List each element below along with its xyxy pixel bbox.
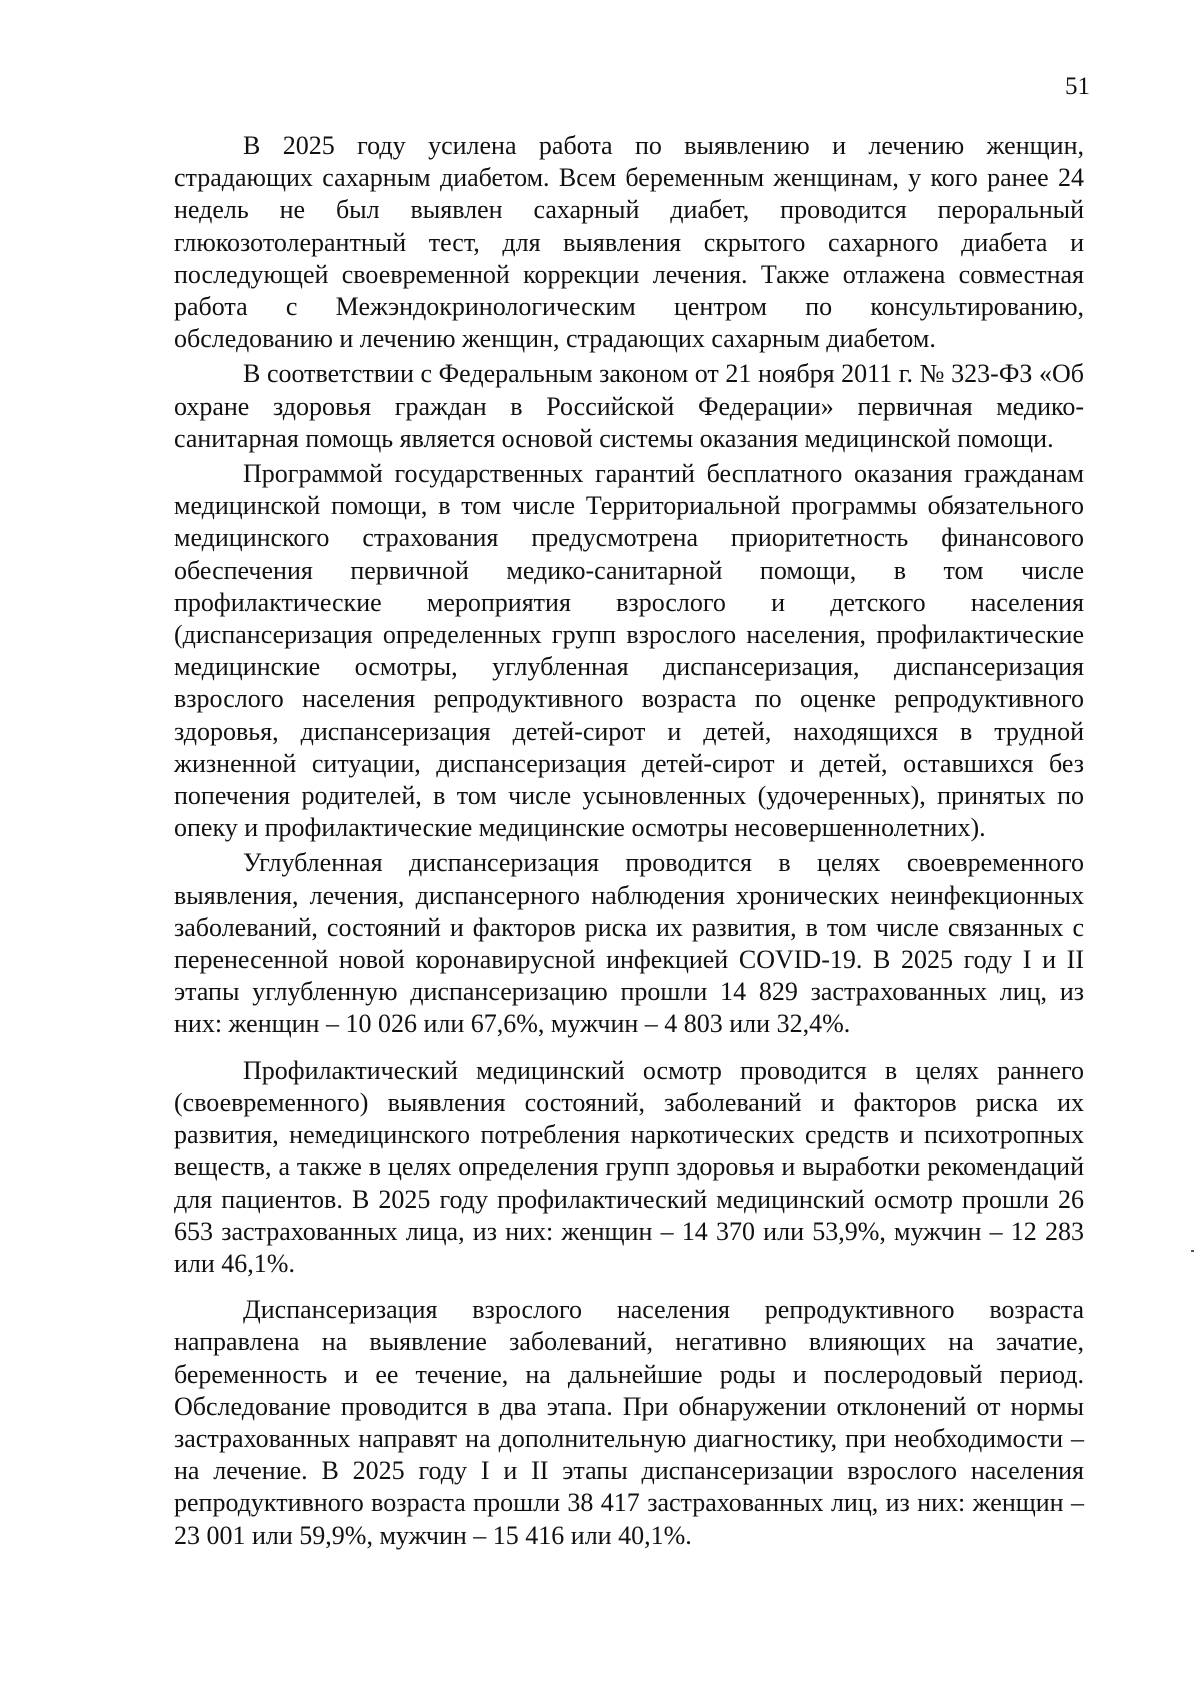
page-number: 51: [1065, 73, 1090, 100]
body-text: [174, 130, 1084, 1552]
paragraph-in-depth-screening: Углубленная диспансеризация проводится в целях своевременного выявления, лечения, диспансерного наблюдения хронических неинфекционных заболеваний, состояний и факторов риска их развития, в том числе связанных с перенесенной новой коронавирусной инфекцией COVID-19. В 2025 году I и II этапы углубленную диспансеризацию прошли 14 829 застрахованных лиц, из них: женщин – 10 026 или 67,6%, мужчин – 4 803 или 32,4%.: [174, 848, 1084, 1039]
scan-edge-mark: [1191, 1250, 1194, 1252]
paragraph-diabetes-screening: В 2025 году усилена работа по выявлению и лечению женщин, страдающих сахарным диабетом. Всем беременным женщинам, у кого ранее 24 недель не был выявлен сахарный диабет, проводится пероральный глюкозотолерантный тест, для выявления скрытого сахарного диабета и последующей своевременной коррекции лечения. Также отлажена совместная работа с Межэндокринологическим центром по консультированию, обследованию и лечению женщин, страдающих сахарным диабетом.: [174, 131, 1084, 354]
paragraph-reproductive-screening: Диспансеризация взрослого населения репродуктивного возраста направлена на выявление заболеваний, негативно влияющих на зачатие, беременность и ее течение, на дальнейшие роды и послеродовый период. Обследование проводится в два этапа. При обнаружении отклонений от нормы застрахованных направят на дополнительную диагностику, при необходимости – на лечение. В 2025 году I и II этапы диспансеризации взрослого населения репродуктивного возраста прошли 38 417 застрахованных лиц, из них: женщин – 23 001 или 59,9%, мужчин – 15 416 или 40,1%.: [174, 1295, 1084, 1550]
paragraph-state-guarantees: Программой государственных гарантий бесплатного оказания гражданам медицинской помощи, в том числе Территориальной программы обязательного медицинского страхования предусмотрена приоритетность финансового обеспечения первичной медико-санитарной помощи, в том числе профилактические мероприятия взрослого и детского населения (диспансеризация определенных групп взрослого населения, профилактические медицинские осмотры, углубленная диспансеризация, диспансеризация взрослого населения репродуктивного возраста по оценке репродуктивного здоровья, диспансеризация детей-сирот и детей, находящихся в трудной жизненной ситуации, диспансеризация детей-сирот и детей, оставшихся без попечения родителей, в том числе усыновленных (удочеренных), принятых по опеку и профилактические медицинские осмотры несовершеннолетних).: [174, 459, 1084, 843]
paragraph-federal-law: В соответствии с Федеральным законом от 21 ноября 2011 г. № 323-ФЗ «Об охране здоровья граждан в Российской Федерации» первичная медико-санитарная помощь является основой системы оказания медицинской помощи.: [174, 359, 1084, 453]
paragraph-preventive-exam: Профилактический медицинский осмотр проводится в целях раннего (своевременного) выявления состояний, заболеваний и факторов риска их развития, немедицинского потребления наркотических средств и психотропных веществ, а также в целях определения групп здоровья и выработки рекомендаций для пациентов. В 2025 году профилактический медицинский осмотр прошли 26 653 застрахованных лица, из них: женщин – 14 370 или 53,9%, мужчин – 12 283 или 46,1%.: [174, 1055, 1084, 1278]
